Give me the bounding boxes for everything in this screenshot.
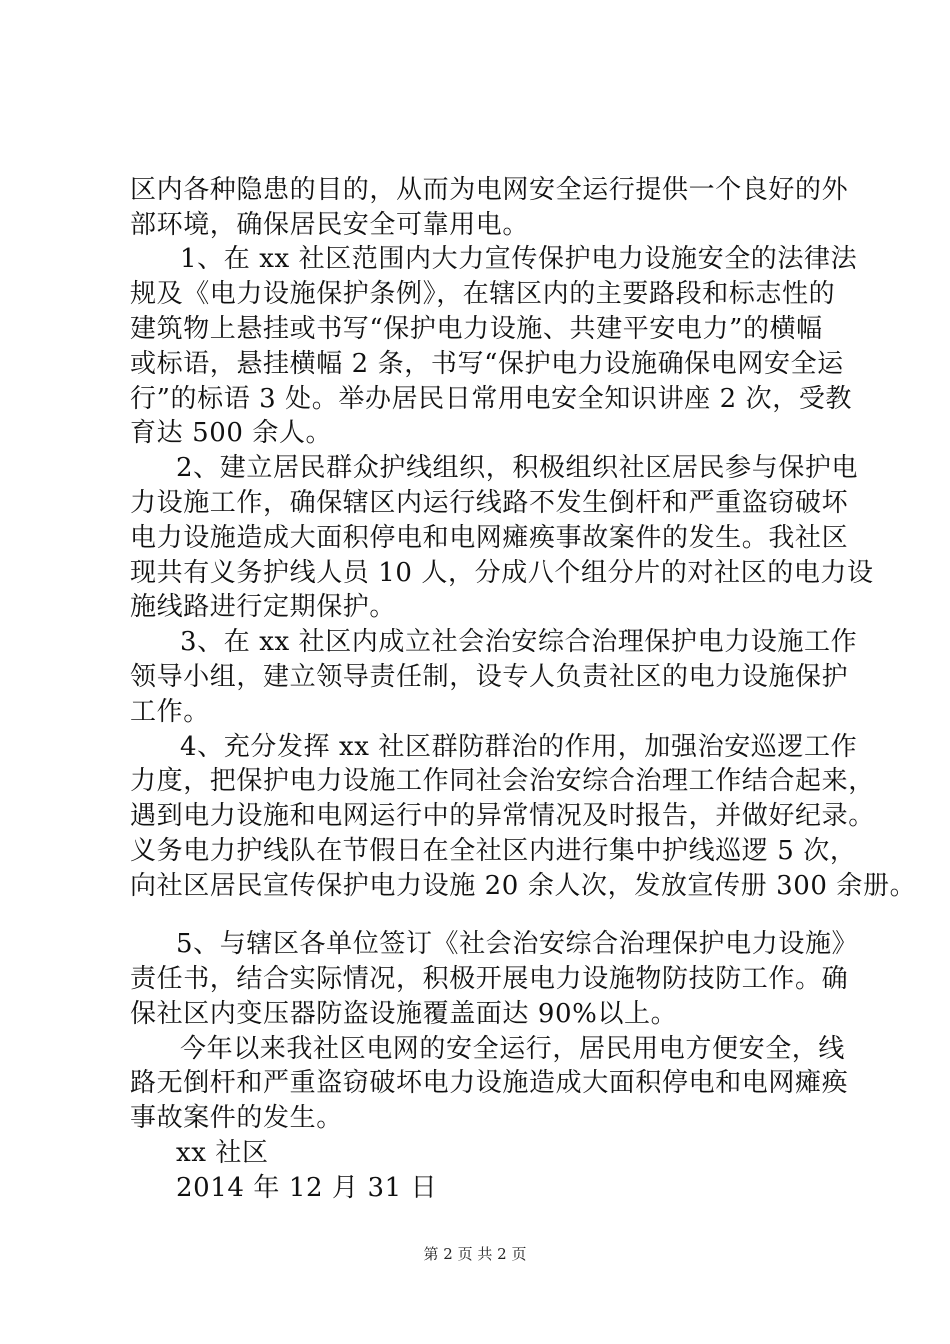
paragraph-1-start: 1、在 xx 社区范围内大力宣传保护电力设施安全的法律法 [180,244,858,274]
body-text-line: 力度，把保护电力设施工作同社会治安综合治理工作结合起来， [130,766,875,796]
body-text-line: 部环境，确保居民安全可靠用电。 [130,210,530,240]
body-text-line: 事故案件的发生。 [130,1103,343,1133]
body-text-line: 现共有义务护线人员 10 人，分成八个组分片的对社区的电力设 [130,558,874,588]
body-text-line: 施线路进行定期保护。 [130,592,397,622]
body-text-line: 电力设施造成大面积停电和电网瘫痪事故案件的发生。我社区 [130,523,849,553]
body-text-line: 保社区内变压器防盗设施覆盖面达 90%以上。 [130,999,678,1029]
body-text-line: 或标语，悬挂横幅 2 条，书写“保护电力设施确保电网安全运 [130,349,844,379]
body-text-line: 区内各种隐患的目的，从而为电网安全运行提供一个良好的外 [130,175,849,205]
signature-date: 2014 年 12 月 31 日 [176,1173,438,1203]
body-text-line: 规及《电力设施保护条例》，在辖区内的主要路段和标志性的 [130,279,836,309]
paragraph-5-start: 5、与辖区各单位签订《社会治安综合治理保护电力设施》 [176,929,859,959]
body-text-line: 领导小组，建立领导责任制，设专人负责社区的电力设施保护 [130,662,849,692]
paragraph-2-start: 2、建立居民群众护线组织，积极组织社区居民参与保护电 [176,453,859,483]
body-text-line: 义务电力护线队在节假日在全社区内进行集中护线巡逻 5 次， [130,836,857,866]
paragraph-4-start: 4、充分发挥 xx 社区群防群治的作用，加强治安巡逻工作 [180,732,858,762]
paragraph-3-start: 3、在 xx 社区内成立社会治安综合治理保护电力设施工作 [180,627,858,657]
body-text-line: 工作。 [130,697,210,727]
signature-organization: xx 社区 [176,1138,269,1168]
body-text-line: 育达 500 余人。 [130,418,333,448]
body-text-line: 路无倒杆和严重盗窃破坏电力设施造成大面积停电和电网瘫痪 [130,1068,849,1098]
body-text-line: 向社区居民宣传保护电力设施 20 余人次，发放宣传册 300 余册。 [130,871,917,901]
paragraph-6-start: 今年以来我社区电网的安全运行，居民用电方便安全，线 [180,1034,846,1064]
page-footer: 第 2 页 共 2 页 [423,1245,527,1263]
body-text-line: 建筑物上悬挂或书写“保护电力设施、共建平安电力”的横幅 [130,314,823,344]
body-text-line: 行”的标语 3 处。举办居民日常用电安全知识讲座 2 次，受教 [130,384,853,414]
body-text-line: 力设施工作，确保辖区内运行线路不发生倒杆和严重盗窃破坏 [130,488,849,518]
body-text-line: 责任书，结合实际情况，积极开展电力设施物防技防工作。确 [130,964,849,994]
body-text-line: 遇到电力设施和电网运行中的异常情况及时报告，并做好纪录。 [130,801,875,831]
